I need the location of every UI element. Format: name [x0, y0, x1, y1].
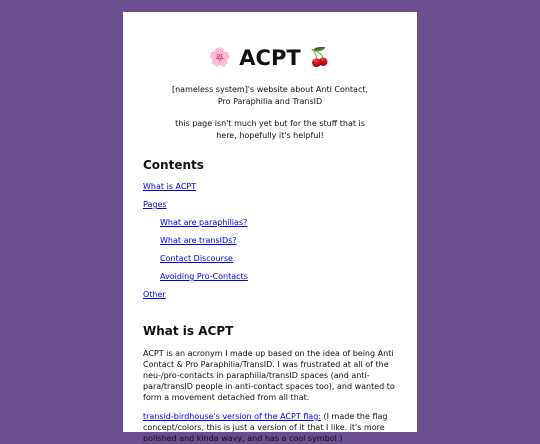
page-title-row — [123, 46, 417, 70]
toc-link-transids[interactable]: What are transIDs? — [160, 236, 237, 245]
page-title: ACPT — [239, 46, 301, 70]
toc-link-avoiding-pro-contacts[interactable]: Avoiding Pro-Contacts — [160, 272, 248, 281]
site-subtitle: [nameless system]'s website about Anti Contact, Pro Paraphilia and TransID — [171, 85, 369, 106]
toc-link-what-is-acpt[interactable]: What is ACPT — [143, 182, 197, 191]
cherries-icon: 🍒 — [308, 47, 332, 68]
toc-item-pages — [143, 200, 397, 218]
toc-link-paraphilias[interactable]: What are paraphilias? — [160, 218, 248, 227]
section-heading-what-is-acpt: What is ACPT — [143, 324, 234, 338]
table-of-contents — [143, 182, 397, 308]
page-card — [123, 12, 417, 443]
contents-heading: Contents — [143, 158, 204, 172]
toc-link-other[interactable]: Other — [143, 290, 166, 299]
acpt-flag-link[interactable]: transid-birdhouse's version of the ACPT flag: — [143, 412, 321, 421]
flag-paragraph-text: (I made the flag concept/colors, this is just a version of it that I like. it's more polished and kinda wavy, and has a cool symbol.) — [143, 412, 388, 443]
toc-link-contact-discourse[interactable]: Contact Discourse — [160, 254, 233, 263]
toc-link-pages[interactable]: Pages — [143, 200, 167, 209]
toc-item-other — [143, 290, 397, 308]
toc-item-transids — [143, 236, 397, 254]
main-content — [123, 158, 417, 444]
cherry-blossom-icon: 🌸 — [208, 47, 232, 68]
toc-item-avoiding-pro-contacts — [143, 272, 397, 290]
toc-item-paraphilias — [143, 218, 397, 236]
section-paragraph: ACPT is an acronym I made up based on the idea of being Anti Contact & Pro Paraphilia/TransID. I was frustrated at all of the neu-/pro-contacts in paraphilia/transID spaces (and anti-para/transID people in anti-contact spaces too), and wanted to form a movement detached from all that. — [143, 349, 395, 402]
header — [123, 12, 417, 142]
flag-paragraph — [143, 411, 397, 444]
toc-item-what-is-acpt — [143, 182, 397, 200]
page-note: this page isn't much yet but for the stuff that is here, hopefully it's helpful! — [175, 119, 365, 140]
toc-item-contact-discourse — [143, 254, 397, 272]
